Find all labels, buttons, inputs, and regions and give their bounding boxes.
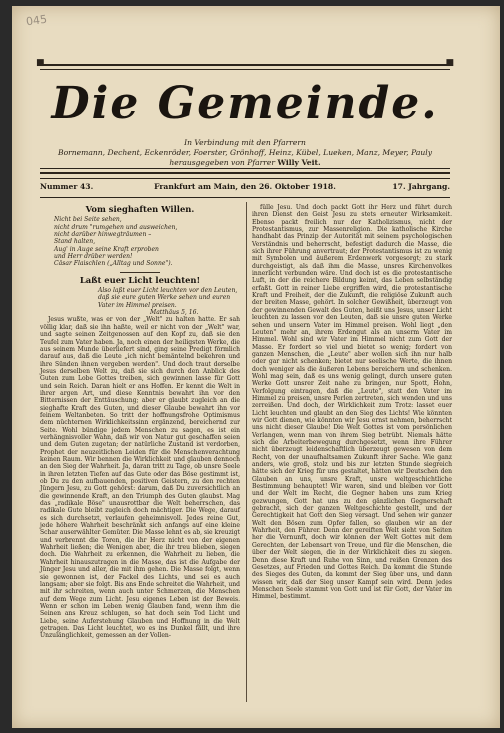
dateline-rule-bottom	[40, 197, 450, 198]
article-heading-1: Vom sieghaften Willen.	[85, 204, 195, 214]
masthead-line-3	[40, 158, 450, 167]
dateline-rule-top	[40, 178, 450, 179]
masthead-rule-bottom	[40, 172, 450, 174]
newspaper-title: Die Gemeinde.	[51, 78, 439, 129]
editor-name: Willy Veit.	[277, 158, 321, 167]
issue-number: Nummer 43.	[40, 182, 94, 191]
newspaper-page	[12, 6, 500, 728]
masthead-line-1: In Verbindung mit den Pfarrern	[184, 138, 306, 147]
masthead-rule-bottom-thin	[40, 168, 450, 169]
column-divider	[246, 202, 247, 702]
article-heading-2: Laßt euer Licht leuchten!	[79, 274, 201, 285]
bible-motto: Also laßt euer Licht leuchten vor den Leuten, daß sie eure guten Werke sehen und euren Vater im Himmel preisen.	[98, 287, 238, 309]
right-column	[252, 204, 452, 601]
place-date: Frankfurt am Main, den 26. Oktober 1918.	[154, 182, 336, 191]
masthead-rule-top	[40, 64, 450, 66]
masthead-rule-top-thin	[40, 69, 450, 70]
poem-text: Nicht bei Seite sehen, nicht drum "rumgehen und ausweichen, nicht darüber hinwegträumen – Stand halten, Aug' in Auge seine Kraft erproben und Herr drüber werden!	[54, 216, 178, 261]
ornament-icon: ■	[36, 58, 45, 68]
article-body-left: Jesus wußte, was er von der „Welt" zu halten hatte. Er sah völlig klar, daß sie ihn haßte, weil er nicht von der „Welt" war, und sagte seinen Zeitgenossen auf den Kopf zu, daß sie den Teufel zum Vater haben. Ja, noch einen der heiligsten Werke, die aus seinem Munde überliefert sind, ging seine Predigt förmlich darauf aus, daß die Leute „ich nicht bemäntelnd bekehren und ihre Sünden ihnen vergeben werden". Und doch traut derselbe Jesus derselben Welt zu, daß sie sich durch den Anblick des Guten zum Lobe Gottes treiben, sich gewinnen lasse für Gott und sein Reich. Daran hielt er ans Hoffen. Er kennt die Welt in ihrer argen Art, und diese Kenntnis bewahrt ihn vor den Bitternissen der Enttäuschung; aber er glaubt zugleich an die sieghafte Kraft des Guten, und dieser Glaube bewahrt ihn vor feinem Weltanbeten. So tritt der hoffnungsfrohe Optimismus dem nüchternen Wirklichkeitssinn ergänzend, bereichernd zur Seite. Wohl bündige jedem Menschen zu sagen, es ist ein verhängnisvoller Wahn, daß wir von Natur gut geschaffen seien und dem Guten zugetan; der natürliche Zustand ist verdorben, Prophet der neuzeitlichen Leiden für die Menschenverachtung keinen Raum. Wir bennen die Wirklichkeit und glauben dennoch an den Sieg der Wahrheit. Ja, daran tritt zu Tage, ob unsre Seele in ihren letzten Tiefen auf das Gute oder das Böse gestimmt ist, ob Du zu den aufbauenden, positiven Geistern, zu den rechten Jüngern Jesu, zu Gott gehörst: darum, daß Du zuversichtlich an die gewinnende Kraft, an den Triumph des Guten glaubst. Mag das „radikale Böse" unausrottbar die Welt beherrschen, das radikale Gute bleibt zugleich doch mächtiger. Die Wege, darauf es sich durchsetzt, verlaufen geheimnisvoll. Jedes reine Gut, jede höhere Wahrheit beschränkt sich anfangs auf eine kleine Schar auserwählter Gemüter. Die Masse lehnt es ab, sie kreuzigt und verbrennt die Toren, die ihr Herz nicht von der eigenen Wahrheit ließen; die Wenigen aber, die ihr treu blieben, siegen doch. Die Wahrheit zu erkennen, die Wahrheit zu lieben, die Wahrheit hinauszutragen in die Masse, das ist die Aufgabe der Jünger Jesu und aller, die mit ihm gehen. Die Masse folgt, wenn sie gewonnen ist, der Fackel des Lichts, und sei es auch langsam; aber sie folgt. Bis ans Ende schreitet die Wahrheit, und mit ihr schreiten, wenn auch unter Schmerzen, die Menschen auf dem Wege zum Licht. Jesu eigenes Leben ist der Beweis. Wenn er schon im Leben wenig Glauben fand, wenn ihm die Seinen ans Kreuz schlugen, so hat doch sein Tod Licht und Liebe, seine Auferstehung Glauben und Hoffnung in die Welt getragen. Das Licht leuchtet, wo es ins Dunkel fällt, und ihre Unzulänglichkeit, gemessen an der Vollen-	[40, 316, 240, 640]
divider	[120, 272, 160, 273]
poem-author: Cäsar Flaischlen („Alltag und Sonne").	[54, 260, 173, 268]
article-body-right: fülle Jesu. Und doch packt Gott ihr Herz und führt durch ihren Dienst den Geist Jesu zu stets erneuter Wirksamkeit. Ebenso packt freilich nur der Katholizismus, nicht der Protestantismus, zur Massenreligion. Die katholische Kirche handhabt das Prinzip der Autorität mit seinem psychologischen Verständnis und beherrscht, befestigt dadurch die Masse, die sich ihrer Führung anvertraut; der Protestantismus ist zu wenig mit Symbolen und äußerem Erdenwerk vorgesorgt; zu stark durchgeistigt, als daß ihm die Masse, unsres Kirchenvolkes innerlicht verbunden wäre. Und doch ist es die protestantische Luft, in der die reichere Bildung keimt, das Leben selbständig erfaßt. Gott in reiner Liebe ergriffen wird, die protestantische Kraft und Freiheit, der die Zukunft, die religiöse Zukunft auch der breiten Masse, gehört. In solcher Gewißheit, überzeugt von der gewinnenden Gewalt des Guten, heißt uns Jesus, unser Licht leuchten zu lassen vor den Leuten, daß sie unsre guten Werke sehen und unsern Vater im Himmel preisen. Wohl liegt „den Leuten" mehr an, ihrem Erdengut als an unserm Vater im Himmel. Wohl sind wir Vater im Himmel nicht zum Gott der Masse. Er fordert so viel und bietet so wenig; fordert von ganzen Menschen, die „Leute" aber wollen sich ihn nur halb oder gar nicht schenken; bietet nur seelische Werte, die ihnen doch weniger als die äußeren Lebens bereichern und schenken. Wohl mag sein, daß es uns wenig gelingt, durch unsere guten Werke Gott unsrer Zeit nahe zu bringen, nur Spott, Hohn, Verfolgung eintragen, daß die „Leute", statt den Vater im Himmel zu preisen, unsre Perlen zertreten, sich wenden und uns zerreißen. Und doch, der Wirklichkeit zum Trotz: lasset euer Licht leuchten und glaubt an den Sieg des Lichts! Wie könnten wir Gott dienen, wie könnten wir Jesu ernst nehmen, beherrscht uns nicht dieser Glaube! Die Welt Gottes ist vom persönlichen Verlangen, wenn man von ihrem Sieg betrübt. Niemals hätte sich die Arbeiterbewegung durchgesetzt, wenn ihre Führer nicht überzeugt leidenschaftlich überzeugt gewesen von dem Recht, von der unaufhaltsamen Zukunft ihrer Sache. Wie ganz anders, wie groß, stolz und bis zur letzten Stunde siegreich hätte sich der Krieg für uns gestaltet, hätten wir Deutschen den Glauben an uns, unsre Kraft, unsre weltgeschichtliche Bestimmung behauptet! Wir waren, sind und bleiben vor Gott und der Welt im Recht, die Gegner haben uns zum Krieg gezwungen, Gott hat uns zu den gänzlichen Gegnerschaft gebracht, sich der ganzen Weltgeschichte gestellt, und der Gerechtigkeit hat Gott den Sieg versagt. Und sehen wir ganzer Welt den Bösen zum Opfer fallen, so glauben wir an der Wahrheit, den Führer. Denn der gereiften Welt sieht von Seiten her die Vernunft, doch wir können der Welt Gottes mit dem Gerechten, der Lebensart von Treue, und für die Menschen, die über der Welt siegen, die in der Wirklichkeit dies zu siegen. Denn diese Kraft und Ruhe von Sinn, und reißen Grenzen des Gesetzes, auf Frieden und Gottes Reich. Da kommt die Stunde des Sieges des Guten, da kommt der Sieg über uns, und dann wissen wir, daß der Sieg unser Kampf sein wird. Denn jedes Menschen Seele stammt von Gott und ist für Gott, der Vater im Himmel, bestimmt.	[252, 204, 452, 601]
dateline	[40, 182, 450, 196]
editor-prefix: herausgegeben von Pfarrer	[169, 158, 276, 167]
pencil-mark: 045	[25, 12, 48, 29]
bible-reference: Matthäus 5, 16.	[150, 309, 199, 317]
volume-year: 17. Jahrgang.	[392, 182, 450, 191]
ornament-icon: ■	[445, 58, 454, 68]
masthead-line-2: Bornemann, Dechent, Eckenröder, Foerster, Grönhoff, Heinz, Kübel, Lueken, Manz, Meyer, Pauly	[57, 148, 432, 157]
left-column	[40, 204, 240, 640]
masthead	[36, 58, 454, 167]
